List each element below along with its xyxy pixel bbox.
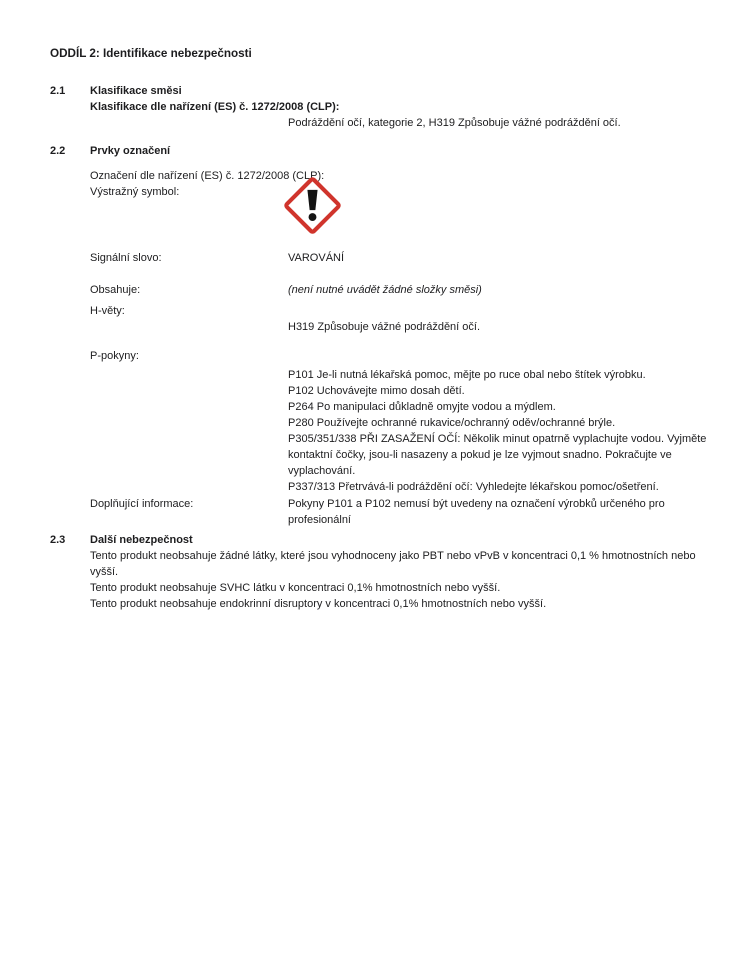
other-hazards-line: Tento produkt neobsahuje žádné látky, které jsou vyhodnoceny jako PBT nebo vPvB v koncentraci 0,1 % hmotnostních nebo vyšší. bbox=[90, 550, 696, 578]
signal-word-row bbox=[90, 250, 710, 266]
subsection-2-2-heading bbox=[50, 143, 710, 159]
subsection-2-1-number: 2.1 bbox=[50, 85, 66, 97]
pictogram-label: Výstražný symbol: bbox=[90, 186, 180, 198]
contains-row bbox=[90, 282, 710, 298]
h-statement: H319 Způsobuje vážné podráždění očí. bbox=[288, 321, 481, 333]
other-hazards-line: Tento produkt neobsahuje endokrinní disruptory v koncentraci 0,1% hmotnostních nebo vyšší. bbox=[90, 598, 547, 610]
subsection-2-2-number: 2.2 bbox=[50, 145, 66, 157]
subsection-2-1-heading bbox=[50, 83, 710, 99]
classification-result: Podráždění očí, kategorie 2, H319 Způsobuje vážné podráždění očí. bbox=[288, 117, 621, 129]
p-statement-line: kontaktní čočky, jsou-li nasazeny a pokud je lze vyjmout snadno. Pokračujte ve vyplachování. bbox=[288, 449, 672, 477]
subsection-2-1-title: Klasifikace směsi bbox=[90, 85, 182, 97]
subsection-2-3-title: Další nebezpečnost bbox=[90, 534, 193, 546]
subsection-2-3-number: 2.3 bbox=[50, 534, 66, 546]
other-hazards-line: Tento produkt neobsahuje SVHC látku v koncentraci 0,1% hmotnostních nebo vyšší. bbox=[90, 582, 501, 594]
signal-word-value: VAROVÁNÍ bbox=[288, 252, 345, 264]
p-statement-line: P264 Po manipulaci důkladně omyjte vodou a mýdlem. bbox=[288, 401, 556, 413]
section-2-header: ODDÍL 2: Identifikace nebezpečnosti bbox=[50, 47, 252, 60]
signal-word-label: Signální slovo: bbox=[90, 252, 162, 264]
h-statements-label: H-věty: bbox=[90, 305, 125, 317]
p-statements-label: P-pokyny: bbox=[90, 350, 139, 362]
contains-value: (není nutné uvádět žádné složky směsi) bbox=[288, 284, 482, 296]
classification-regulation-line: Klasifikace dle nařízení (ES) č. 1272/2008 (CLP): bbox=[90, 101, 340, 113]
p-statement-line: P305/351/338 PŘI ZASAŽENÍ OČÍ: Několik minut opatrně vyplachujte vodou. Vyjměte bbox=[288, 433, 707, 445]
subsection-2-3-heading bbox=[50, 532, 710, 548]
p-statement-line: P101 Je-li nutná lékařská pomoc, mějte po ruce obal nebo štítek výrobku. bbox=[288, 369, 646, 381]
p-statement-line: P337/313 Přetrvává-li podráždění očí: Vyhledejte lékařskou pomoc/ošetření. bbox=[288, 481, 659, 493]
additional-info-value: Pokyny P101 a P102 nemusí být uvedeny na označení výrobků určeného pro profesionální bbox=[288, 498, 665, 526]
ghs07-exclamation-svg bbox=[284, 177, 341, 234]
labeling-regulation-line: Označení dle nařízení (ES) č. 1272/2008 (CLP): bbox=[90, 170, 325, 182]
additional-info-row bbox=[90, 496, 710, 528]
p-statement-line: P102 Uchovávejte mimo dosah dětí. bbox=[288, 385, 465, 397]
ghs07-exclamation-icon bbox=[284, 177, 341, 234]
contains-label: Obsahuje: bbox=[90, 284, 141, 296]
additional-info-label: Doplňující informace: bbox=[90, 498, 194, 510]
p-statement-line: P280 Používejte ochranné rukavice/ochranný oděv/ochranné brýle. bbox=[288, 417, 616, 429]
subsection-2-2-title: Prvky označení bbox=[90, 145, 171, 157]
exclamation-dot bbox=[309, 213, 317, 221]
